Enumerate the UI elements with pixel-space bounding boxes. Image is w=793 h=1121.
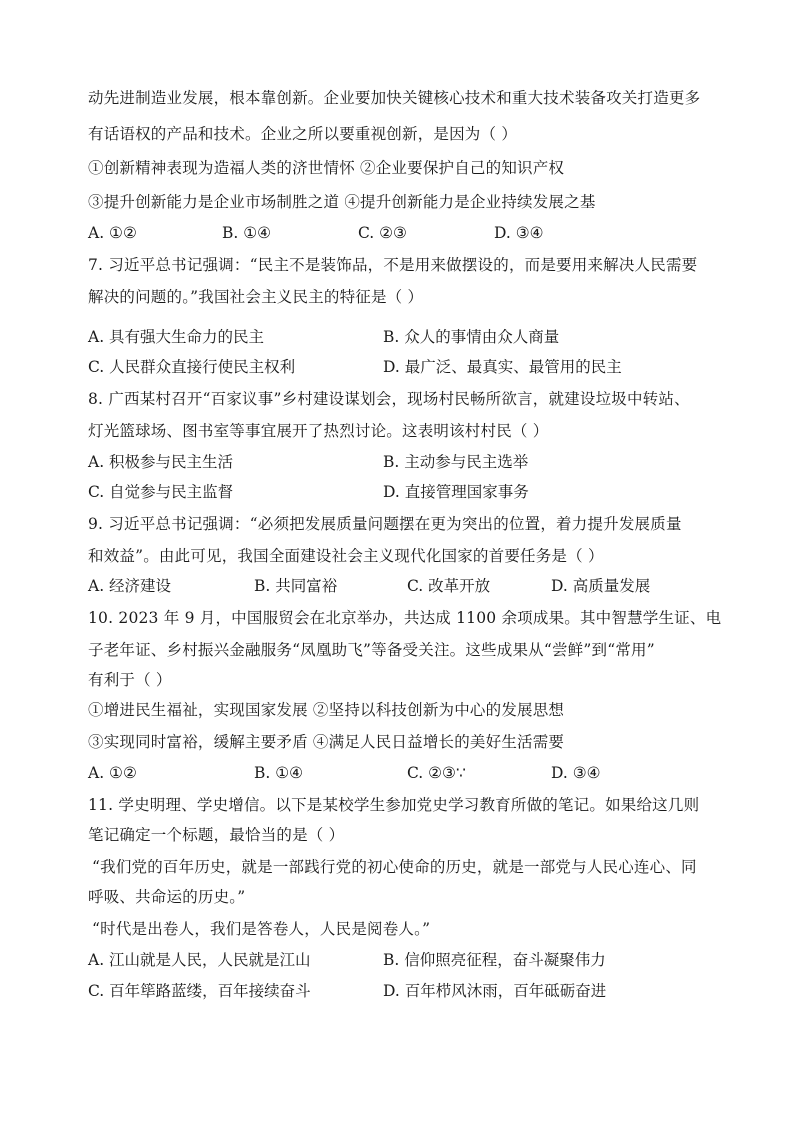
q9-option-c: C. 改革开放 [407,577,491,595]
intro-line-1: 动先进制造业发展，根本靠创新。企业要加快关键核心技术和重大技术装备攻关打造更多 [88,89,701,107]
q7-line-1: 7. 习近平总书记强调：“民主不是装饰品，不是用来做摆设的，而是要用来解决人民需要 [88,256,698,274]
q10-option-b: B. ①④ [254,764,304,782]
q11-option-a: A. 江山就是人民，人民就是江山 [88,951,311,969]
q10-statement-2: ③实现同时富裕，缓解主要矛盾 ④满足人民日益增长的美好生活需要 [88,733,565,751]
q7-line-2: 解决的问题的。”我国社会主义民主的特征是（ ） [88,288,424,306]
intro-option-c: C. ②③ [358,224,407,242]
q11-line-1: 11. 学史明理、学史增信。以下是某校学生参加党史学习教育所做的笔记。如果给这几则 [88,796,700,814]
intro-statement-2: ③提升创新能力是企业市场制胜之道 ④提升创新能力是企业持续发展之基 [88,193,596,211]
intro-line-2: 有话语权的产品和技术。企业之所以要重视创新，是因为（ ） [88,125,518,143]
q9-option-a: A. 经济建设 [88,577,172,595]
q10-line-1: 10. 2023 年 9 月，中国服贸会在北京举办，共达成 1100 余项成果。其中智慧学生证、电 [88,609,722,627]
q11-option-c: C. 百年筚路蓝缕，百年接续奋斗 [88,982,311,1000]
q8-option-d: D. 直接管理国家事务 [383,483,529,501]
q9-option-d: D. 高质量发展 [551,577,651,595]
intro-option-a: A. ①② [88,224,137,242]
q7-option-b: B. 众人的事情由众人商量 [383,328,560,346]
q11-quote-2: “时代是出卷人，我们是答卷人，人民是阅卷人。” [92,920,431,938]
q8-option-b: B. 主动参与民主选举 [383,453,529,471]
intro-statement-1: ①创新精神表现为造福人类的济世情怀 ②企业要保护自己的知识产权 [88,159,565,177]
q8-line-1: 8. 广西某村召开“百家议事”乡村建设谋划会，现场村民畅所欲言，就建设垃圾中转站、 [88,390,690,408]
q8-line-2: 灯光篮球场、图书室等事宜展开了热烈讨论。这表明该村村民（ ） [88,422,549,440]
q8-option-a: A. 积极参与民主生活 [88,453,234,471]
intro-option-d: D. ③④ [494,224,544,242]
q7-option-a: A. 具有强大生命力的民主 [88,328,265,346]
q10-line-2: 子老年证、乡村振兴金融服务“凤凰助飞”等备受关注。这些成果从“尝鲜”到“常用” [88,641,655,659]
q10-option-a: A. ①② [88,764,137,782]
q11-quote-1a: “我们党的百年历史，就是一部践行党的初心使命的历史，就是一部党与人民心连心、同 [92,858,697,876]
q11-quote-1b: 呼吸、共命运的历史。” [88,888,246,906]
q7-option-d: D. 最广泛、最真实、最管用的民主 [383,358,622,376]
q7-option-c: C. 人民群众直接行使民主权利 [88,358,296,376]
q10-option-d: D. ③④ [551,764,601,782]
q8-option-c: C. 自觉参与民主监督 [88,483,234,501]
q10-statement-1: ①增进民生福祉，实现国家发展 ②坚持以科技创新为中心的发展思想 [88,701,565,719]
q11-line-2: 笔记确定一个标题，最恰当的是（ ） [88,826,345,844]
q9-line-1: 9. 习近平总书记强调：“必须把发展质量问题摆在更为突出的位置，着力提升发展质量 [88,515,682,533]
q11-option-b: B. 信仰照亮征程，奋斗凝聚伟力 [383,951,606,969]
q10-option-c: C. ②③∵ [407,764,466,782]
q9-option-b: B. 共同富裕 [254,577,338,595]
q11-option-d: D. 百年栉风沐雨，百年砥砺奋进 [383,982,607,1000]
q9-line-2: 和效益”。由此可见，我国全面建设社会主义现代化国家的首要任务是（ ） [88,547,604,565]
intro-option-b: B. ①④ [222,224,272,242]
q10-line-3: 有利于（ ） [88,671,172,689]
